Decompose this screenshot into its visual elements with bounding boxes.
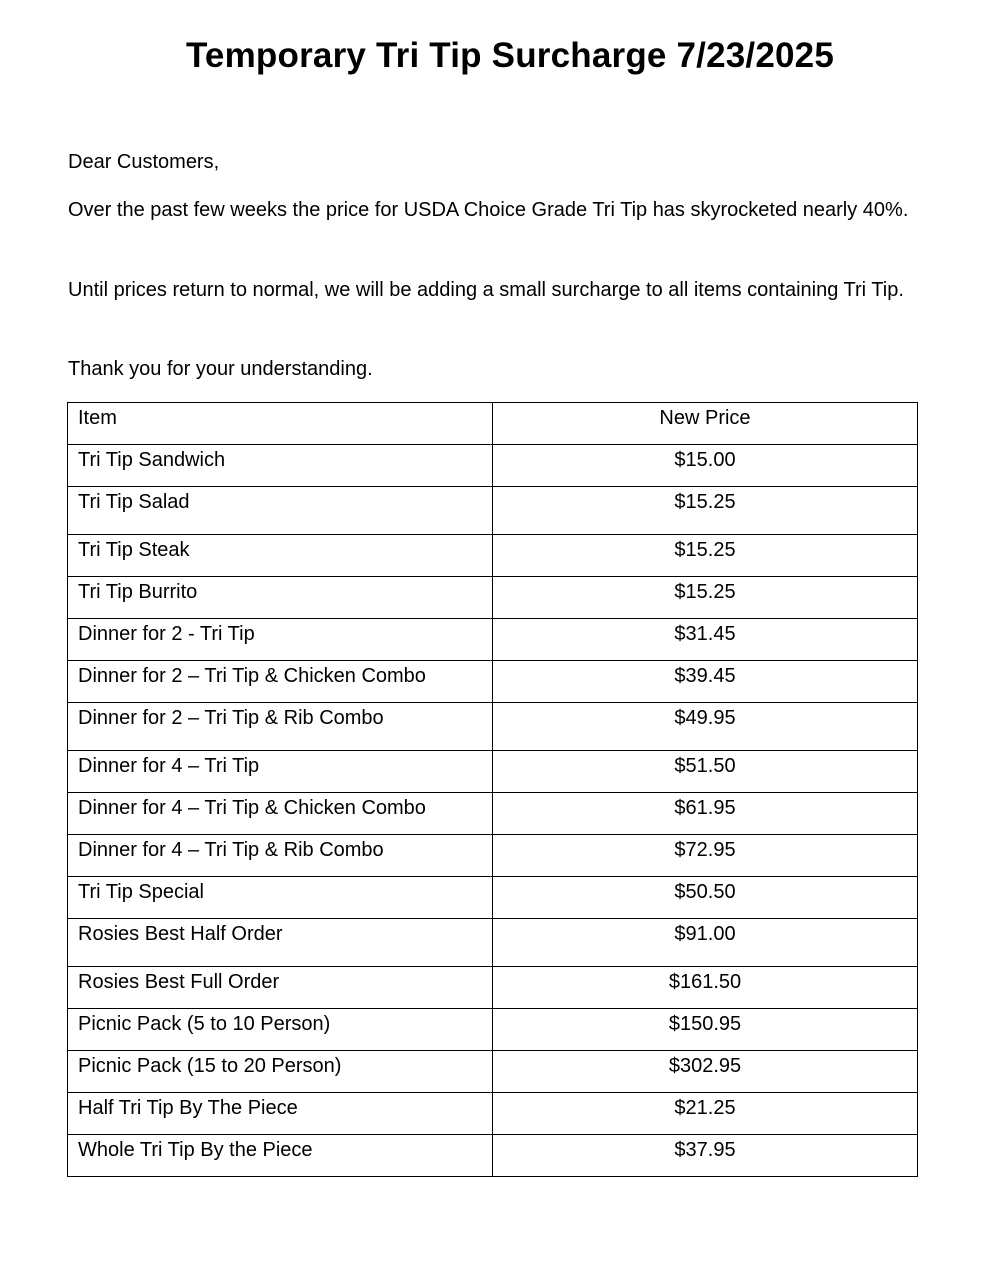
thank-you-line: Thank you for your understanding.: [68, 358, 373, 380]
item-name: Tri Tip Steak: [68, 535, 493, 577]
page-title: Temporary Tri Tip Surcharge 7/23/2025: [185, 36, 835, 75]
table-row: [68, 877, 918, 919]
item-price: $51.50: [493, 751, 918, 793]
table-row: [68, 577, 918, 619]
item-name: Dinner for 4 – Tri Tip & Chicken Combo: [68, 793, 493, 835]
table-header-row: [68, 403, 918, 445]
item-price: $302.95: [493, 1051, 918, 1093]
item-price: $15.00: [493, 445, 918, 487]
table-row: [68, 751, 918, 793]
item-price: $161.50: [493, 967, 918, 1009]
table-row: [68, 619, 918, 661]
item-name: Picnic Pack (15 to 20 Person): [68, 1051, 493, 1093]
header-item: Item: [68, 403, 493, 445]
table-row: [68, 835, 918, 877]
table-row: [68, 661, 918, 703]
price-table: [67, 402, 918, 1177]
item-name: Dinner for 2 - Tri Tip: [68, 619, 493, 661]
surcharge-paragraph: Until prices return to normal, we will be adding a small surcharge to all items containing Tri Tip.: [68, 279, 904, 301]
item-price: $21.25: [493, 1093, 918, 1135]
table-row: [68, 793, 918, 835]
price-increase-paragraph: Over the past few weeks the price for USDA Choice Grade Tri Tip has skyrocketed nearly 40%.: [68, 199, 909, 221]
table-row: [68, 703, 918, 751]
item-name: Dinner for 4 – Tri Tip: [68, 751, 493, 793]
greeting: Dear Customers,: [68, 151, 220, 173]
item-name: Rosies Best Half Order: [68, 919, 493, 967]
item-price: $49.95: [493, 703, 918, 751]
item-price: $39.45: [493, 661, 918, 703]
table-row: [68, 1009, 918, 1051]
item-name: Tri Tip Special: [68, 877, 493, 919]
item-name: Dinner for 4 – Tri Tip & Rib Combo: [68, 835, 493, 877]
item-name: Tri Tip Sandwich: [68, 445, 493, 487]
item-name: Dinner for 2 – Tri Tip & Chicken Combo: [68, 661, 493, 703]
item-name: Tri Tip Salad: [68, 487, 493, 535]
table-row: [68, 919, 918, 967]
item-price: $15.25: [493, 577, 918, 619]
table-row: [68, 1051, 918, 1093]
table-row: [68, 535, 918, 577]
item-price: $150.95: [493, 1009, 918, 1051]
table-row: [68, 967, 918, 1009]
item-price: $15.25: [493, 535, 918, 577]
item-name: Tri Tip Burrito: [68, 577, 493, 619]
item-name: Dinner for 2 – Tri Tip & Rib Combo: [68, 703, 493, 751]
table-row: [68, 445, 918, 487]
item-price: $31.45: [493, 619, 918, 661]
table-row: [68, 487, 918, 535]
item-name: Rosies Best Full Order: [68, 967, 493, 1009]
item-name: Half Tri Tip By The Piece: [68, 1093, 493, 1135]
item-price: $50.50: [493, 877, 918, 919]
item-name: Picnic Pack (5 to 10 Person): [68, 1009, 493, 1051]
header-new-price: New Price: [493, 403, 918, 445]
table-row: [68, 1093, 918, 1135]
table-row: [68, 1135, 918, 1177]
item-name: Whole Tri Tip By the Piece: [68, 1135, 493, 1177]
item-price: $37.95: [493, 1135, 918, 1177]
item-price: $91.00: [493, 919, 918, 967]
item-price: $61.95: [493, 793, 918, 835]
item-price: $15.25: [493, 487, 918, 535]
item-price: $72.95: [493, 835, 918, 877]
